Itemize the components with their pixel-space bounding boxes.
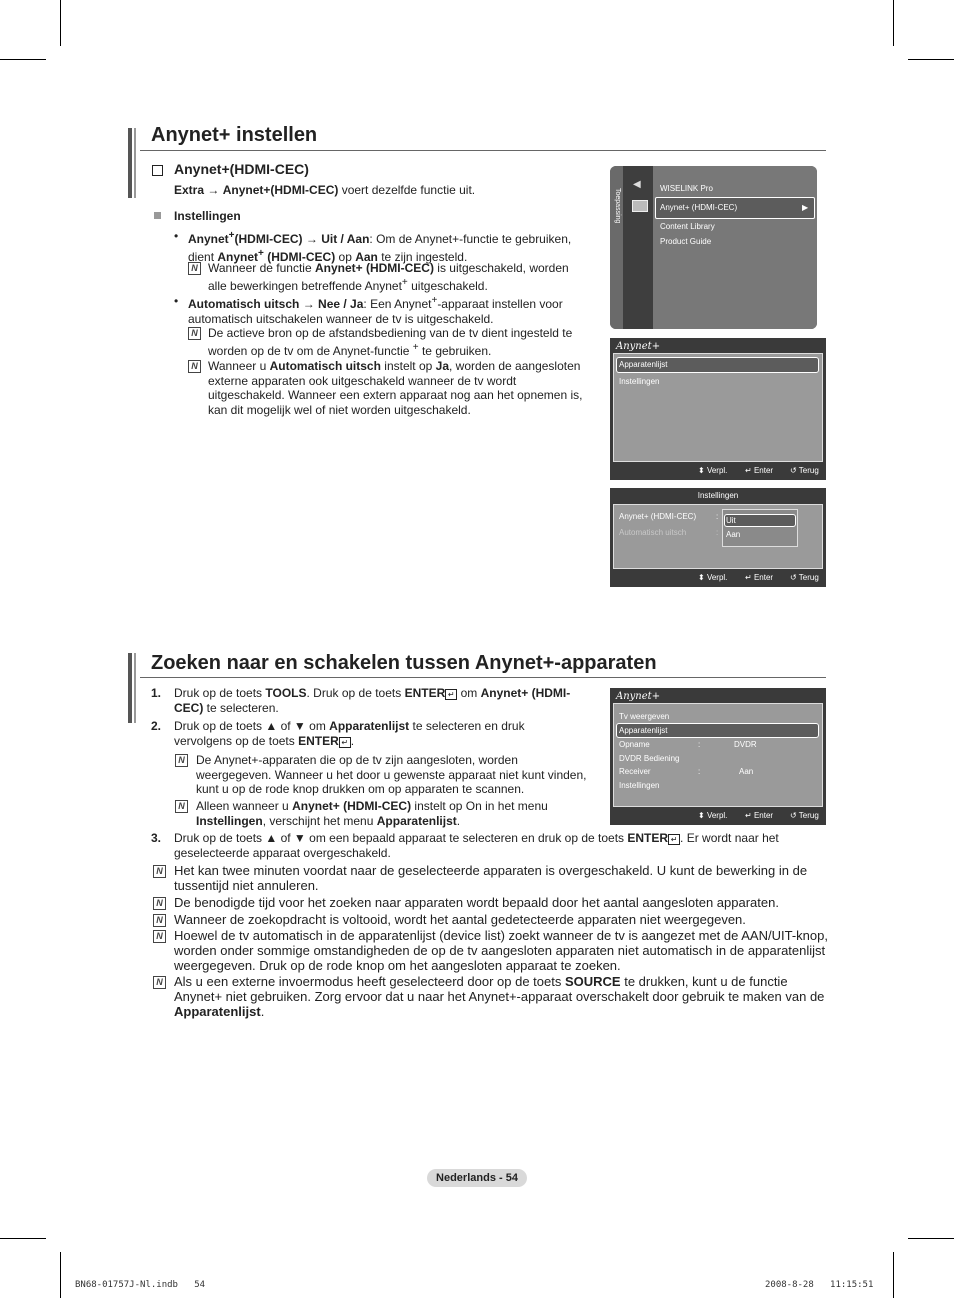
arrow: → (302, 232, 322, 246)
section-bar (128, 653, 132, 723)
enter-icon: ↵ (745, 573, 752, 582)
menu-item[interactable]: Receiver (619, 767, 651, 776)
title-rule (140, 677, 826, 678)
bold-text: SOURCE (564, 974, 621, 989)
enter-icon: ↵ (339, 737, 351, 748)
crop-mark (60, 0, 61, 46)
bold-text: Aan (355, 249, 378, 264)
step-number: 1. (151, 686, 162, 700)
page-number-badge: Nederlands - 54 (427, 1169, 527, 1187)
bold-text: Anynet (188, 232, 229, 246)
text: Alleen wanneer u (196, 799, 293, 813)
note-icon: N (153, 930, 166, 943)
step3-text (174, 831, 824, 860)
settings-heading: Instellingen (174, 209, 241, 223)
text: Als u een externe invoermodus heeft geselecteerd door op de toets (174, 974, 565, 989)
note-text (208, 359, 593, 417)
title-rule (140, 150, 826, 151)
bold-text: Anynet+ (HDMI-CEC) (292, 799, 412, 813)
bullet-dot: • (174, 294, 179, 308)
note-icon: N (153, 865, 166, 878)
screen-header: Instellingen (697, 491, 739, 500)
enter-hint (745, 466, 773, 475)
bold-text: ENTER (627, 831, 669, 845)
bold-text: Anynet (217, 249, 259, 264)
text: . (260, 1004, 265, 1019)
bold-text: ENTER (404, 686, 446, 700)
section-bar (134, 128, 136, 198)
text: instelt op On in het menu (411, 799, 548, 813)
bold-text: Automatisch uitsch (188, 297, 300, 311)
checkbox-icon (152, 165, 163, 176)
option[interactable]: Aan (726, 530, 741, 539)
settings-screen (610, 488, 826, 587)
menu-item[interactable]: Tv weergeven (619, 712, 670, 721)
step2-text (174, 719, 584, 748)
back-hint (790, 466, 819, 475)
text: . Druk op de toets (306, 686, 405, 700)
section-bar (134, 653, 136, 723)
section-title: Zoeken naar en schakelen tussen Anynet+-apparaten (151, 652, 657, 674)
text: -apparaat instellen voor automatisch uitschakelen wanneer de tv is uitgeschakeld. (188, 297, 563, 326)
section-bar (128, 128, 132, 198)
text: De actieve bron op de afstandsbediening van de tv dient ingesteld te worden op de tv om de Anynet-functie (208, 326, 573, 358)
bullet1-text (188, 229, 588, 264)
text: instelt op (380, 359, 436, 373)
menu-item-label: Apparatenlijst (619, 726, 668, 735)
move-hint (698, 466, 727, 475)
bold-text: Automatisch uitsch (269, 359, 381, 373)
text: Druk op de toets ▲ of ▼ om (174, 719, 330, 733)
step-number: 2. (151, 719, 162, 733)
note-icon: N (188, 327, 201, 340)
bold-text: TOOLS (265, 686, 307, 700)
menu-item[interactable]: Instellingen (619, 781, 660, 790)
enter-icon: ↵ (668, 834, 680, 845)
timestamp: 2008-8-28 11:15:51 (765, 1280, 874, 1290)
back-label: Terug (798, 573, 819, 582)
move-hint (698, 573, 727, 582)
text: is uitgeschakeld, worden alle bewerkingen betreffende Anynet (208, 261, 569, 293)
bold-text: Apparatenlijst (376, 813, 457, 828)
note-text (174, 974, 826, 1019)
bold-text: ENTER (298, 733, 339, 748)
step-number: 3. (151, 831, 162, 845)
enter-hint (745, 573, 773, 582)
note-text (196, 799, 591, 828)
note-icon: N (188, 262, 201, 275)
bold-text: Instellingen (196, 813, 263, 828)
crop-mark (0, 1238, 46, 1239)
note-text: Hoewel de tv automatisch in de apparatenlijst (device list) zoekt wanneer de tv is aangezet met de AAN/UIT-knop, worden onder sommige omstandigheden de op de tv aangesloten apparaten niet automatisch in de apparatenlijst weergegeven. Druk op de rode knop om het aangesloten apparaat te zoeken. (174, 928, 828, 973)
back-hint (790, 811, 819, 820)
text: Wanneer u (208, 359, 270, 373)
intro-rest: voert dezelfde functie uit. (338, 183, 476, 197)
sup: + (228, 230, 235, 241)
text: te selecteren en druk vervolgens op de toets (174, 719, 525, 748)
colon: : (716, 512, 719, 521)
colon: : (698, 767, 701, 776)
menu-item[interactable]: Content Library (660, 222, 715, 231)
setting-label[interactable]: Anynet+ (HDMI-CEC) (619, 512, 697, 521)
step1-text (174, 686, 584, 715)
return-icon: ↺ (790, 573, 797, 582)
menu-item[interactable]: Instellingen (619, 377, 660, 386)
intro-bold: Anynet+(HDMI-CEC) (222, 183, 339, 197)
move-hint (698, 811, 727, 820)
enter-icon: ↵ (745, 466, 752, 475)
menu-item[interactable]: Opname (619, 740, 650, 749)
anynet-logo: Anynet+ (616, 691, 661, 702)
intro-arrow: → (204, 183, 223, 197)
bullet-dot: • (174, 229, 179, 243)
note-icon: N (153, 914, 166, 927)
intro-text (174, 183, 584, 198)
menu-item[interactable]: WISELINK Pro (660, 184, 713, 193)
text: , verschijnt het menu (262, 813, 377, 828)
text: . (456, 813, 461, 828)
file-meta: BN68-01757J-Nl.indb 54 (75, 1280, 206, 1290)
square-bullet-icon (154, 212, 161, 219)
anynet-menu-screen (610, 338, 826, 480)
bold-text: (HDMI-CEC) (263, 249, 336, 264)
note-text: Wanneer de zoekopdracht is voltooid, wordt het aantal gedetecteerde apparaten niet weergegeven. (174, 912, 746, 927)
return-icon: ↺ (790, 811, 797, 820)
enter-icon: ↵ (745, 811, 752, 820)
anynet-logo: Anynet+ (616, 341, 661, 352)
updown-icon: ⬍ (698, 573, 705, 582)
text: . Er wordt naar het geselecteerde apparaat overgeschakeld. (174, 831, 779, 860)
option-label: Uit (726, 516, 736, 525)
section-title: Anynet+ instellen (151, 124, 318, 146)
application-icon: ◀ (633, 179, 641, 190)
note-icon: N (153, 976, 166, 989)
sup: + (412, 341, 419, 353)
note-text: Het kan twee minuten voordat naar de geselecteerde apparaten is overgeschakeld. U kunt de bewerking in de tussentijd niet annuleren. (174, 863, 808, 893)
bold-text: Uit / Aan (321, 232, 370, 246)
bold-text: Apparatenlijst (174, 1004, 261, 1019)
text: te drukken, kunt u de functie Anynet+ niet gebruiken. Zorg ervoor dat u naar het Anynet+-apparaat overschakelt door gebruik te maken van de (174, 974, 825, 1004)
tv-menu-screen (610, 166, 817, 329)
bold-text: Anynet+ (HDMI-CEC) (314, 261, 434, 275)
note-icon: N (153, 897, 166, 910)
note-icon: N (175, 754, 188, 767)
note-text (208, 261, 588, 293)
text: , worden de aangesloten externe apparaten ook uitgeschakeld wanneer de tv wordt uitgeschakeld. Wanneer een extern apparaat nog aan het opnemen is, kan dit mogelijk wel of niet worden uitgeschakeld. (208, 359, 583, 417)
colon: : (716, 528, 719, 537)
note-text: De Anynet+-apparaten die op de tv zijn aangesloten, worden weergegeven. Wanneer u het door u gewenste apparaat niet kunt vinden, kunt u op de rode knop drukken om op apparaten te scannen. (196, 753, 587, 796)
crop-mark (893, 1252, 894, 1298)
input-icon (632, 200, 648, 212)
text: te gebruiken. (418, 343, 492, 358)
arrow: → (299, 297, 319, 311)
note-icon: N (188, 360, 201, 373)
text: . (350, 733, 355, 748)
crop-mark (60, 1252, 61, 1298)
enter-label: Enter (753, 573, 774, 582)
menu-icon-column (623, 166, 653, 329)
setting-label-disabled: Automatisch uitsch (619, 528, 687, 537)
text: Druk op de toets (174, 686, 266, 700)
text: uitgeschakeld. (407, 278, 488, 293)
sup: + (401, 276, 408, 288)
text: Wanneer de functie (208, 261, 315, 275)
sub-heading: Anynet+(HDMI-CEC) (174, 161, 309, 177)
enter-label: Enter (753, 811, 774, 820)
item-value: DVDR (734, 740, 757, 749)
play-arrow-icon: ▶ (802, 203, 809, 212)
text: Druk op de toets ▲ of ▼ om een bepaald apparaat te selecteren en druk op de toets (174, 831, 628, 845)
menu-item-label: Apparatenlijst (619, 360, 668, 369)
move-label: Verpl. (706, 811, 728, 820)
anynet-device-screen (610, 688, 826, 825)
note-text (208, 326, 583, 358)
text: te zijn ingesteld. (377, 249, 468, 264)
bold-text: (HDMI-CEC) (234, 232, 303, 246)
menu-side-label: Toepassing (614, 188, 621, 224)
enter-icon: ↵ (445, 689, 457, 700)
sup: + (431, 295, 438, 306)
text: om (457, 686, 481, 700)
bullet2-text (188, 294, 588, 326)
sup: + (258, 247, 264, 259)
text: te selecteren. (203, 700, 279, 715)
menu-item-label: Anynet+ (HDMI-CEC) (660, 203, 738, 212)
note-text: De benodigde tijd voor het zoeken naar apparaten wordt bepaald door het aantal aangesloten apparaten. (174, 895, 779, 910)
enter-hint (745, 811, 773, 820)
text: op (335, 249, 356, 264)
note-icon: N (175, 800, 188, 813)
return-icon: ↺ (790, 466, 797, 475)
item-value: Aan (739, 767, 754, 776)
text: : Om de Anynet+-functie te gebruiken, dient (188, 232, 572, 264)
enter-label: Enter (753, 466, 774, 475)
crop-mark (908, 1238, 954, 1239)
menu-item[interactable]: DVDR Bediening (619, 754, 680, 763)
bold-text: Apparatenlijst (329, 719, 410, 733)
bold-text: Nee / Ja (318, 297, 364, 311)
back-label: Terug (798, 811, 819, 820)
back-hint (790, 573, 819, 582)
updown-icon: ⬍ (698, 466, 705, 475)
intro-bold: Extra (174, 183, 205, 197)
updown-icon: ⬍ (698, 811, 705, 820)
move-label: Verpl. (706, 573, 728, 582)
back-label: Terug (798, 466, 819, 475)
crop-mark (893, 0, 894, 46)
bold-text: Ja (435, 359, 450, 373)
menu-item[interactable]: Product Guide (660, 237, 712, 246)
bold-text: Anynet+ (HDMI-CEC) (174, 686, 571, 715)
colon: : (698, 740, 701, 749)
text: : Een Anynet (363, 297, 432, 311)
move-label: Verpl. (706, 466, 728, 475)
crop-mark (908, 59, 954, 60)
crop-mark (0, 59, 46, 60)
